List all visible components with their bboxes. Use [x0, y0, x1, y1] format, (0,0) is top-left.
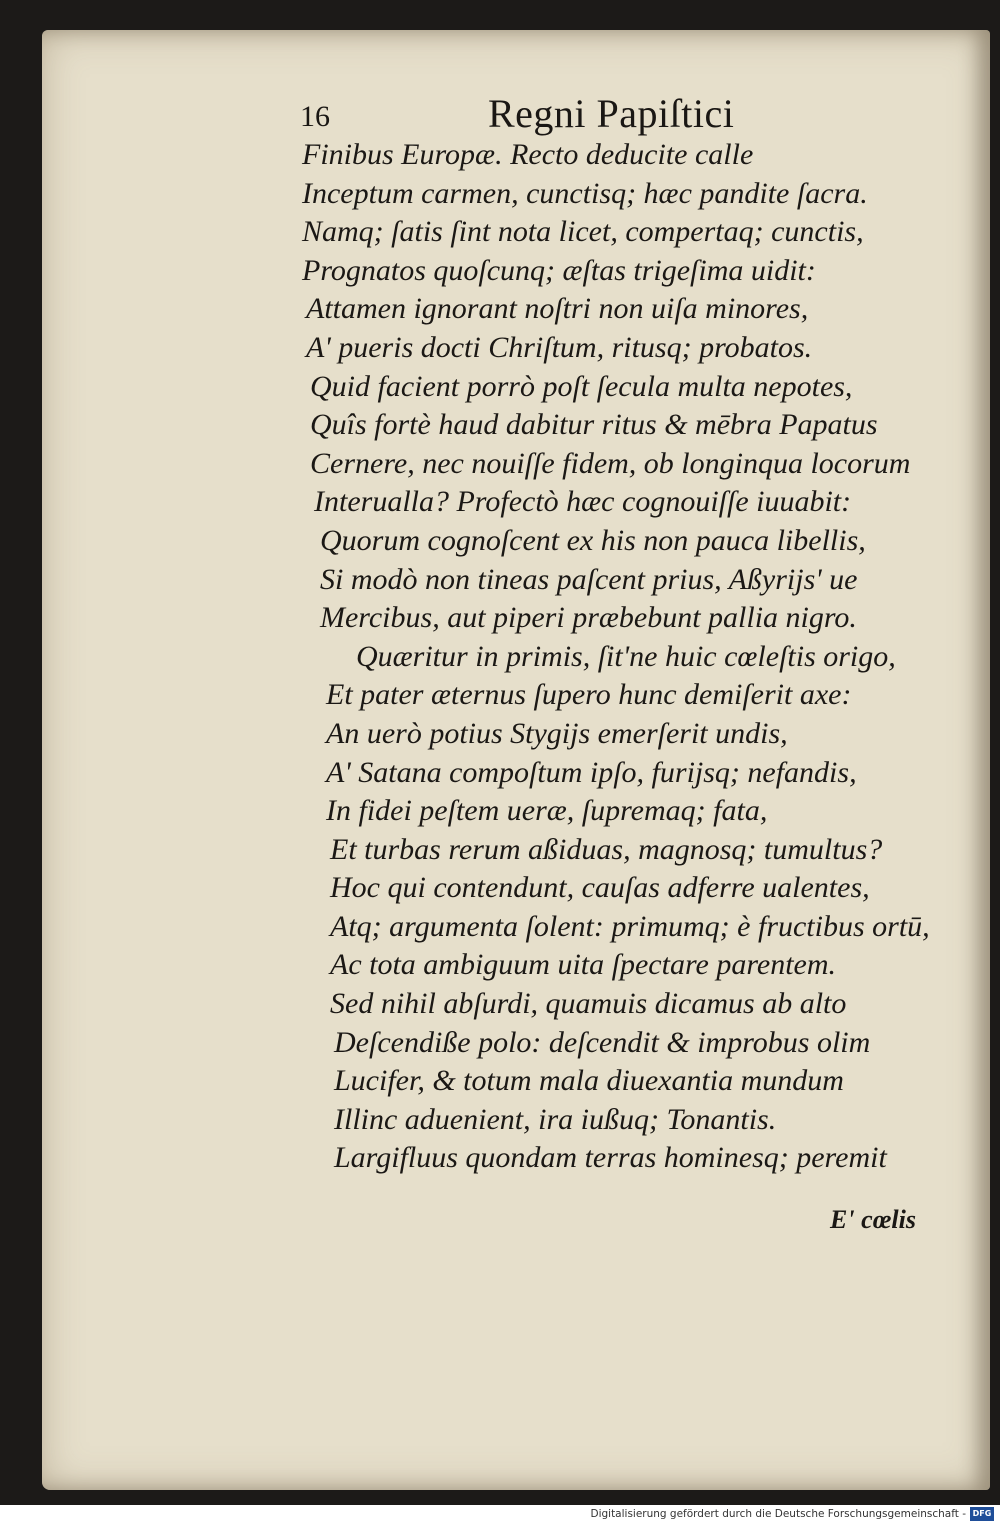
verse-line: Deſcendiße polo: deſcendit & improbus olim [334, 1025, 871, 1059]
verse-line: Finibus Europæ. Recto deducite calle [302, 138, 754, 171]
verse-line: Illinc aduenient, ira iußuq; Tonantis. [334, 1102, 777, 1136]
verse-line: Quid facient porrò poſt ſecula multa nepotes, [310, 369, 853, 403]
running-title: Regni Papiſtici [488, 91, 735, 136]
verse-line: Et pater æternus ſupero hunc demiſerit axe: [326, 678, 852, 712]
verse-line: Lucifer, & totum mala diuexantia mundum [334, 1064, 844, 1098]
verse-line: Interualla? Profectò hæc cognouiſſe iuuabit: [314, 485, 852, 519]
verse-line: Quorum cognoſcent ex his non pauca libellis, [320, 523, 866, 557]
verse-line: In fidei peſtem ueræ, ſupremaq; fata, [326, 794, 768, 828]
verse-line: Si modò non tineas paſcent prius, Aßyrijs' ue [320, 562, 858, 596]
verse-line: Inceptum carmen, cunctisq; hæc pandite ſacra. [302, 176, 868, 210]
verse-line: Mercibus, aut piperi præbebunt pallia nigro. [320, 601, 857, 635]
verse-line: Ac tota ambiguum uita ſpectare parentem. [330, 948, 837, 982]
verse-line: Sed nihil abſurdi, quamuis dicamus ab alto [330, 987, 847, 1021]
verse-line: Attamen ignorant noſtri non uiſa minores, [306, 292, 809, 326]
verse-line: Et turbas rerum aßiduas, magnosq; tumultus? [330, 832, 883, 866]
verse-line: A' pueris docti Chriſtum, ritusq; probatos. [306, 330, 813, 364]
page-header [300, 90, 780, 140]
verse-text [302, 136, 962, 1178]
dfg-logo: DFG [970, 1507, 994, 1521]
verse-line: Quîs fortè haud dabitur ritus & mēbra Papatus [310, 408, 878, 442]
verse-line: Largifluus quondam terras hominesq; peremit [334, 1141, 887, 1175]
verse-line: A' Satana compoſtum ipſo, furijsq; nefandis, [326, 755, 857, 789]
digitization-credit: Digitalisierung gefördert durch die Deutsche Forschungsgemeinschaft - [590, 1508, 966, 1520]
verse-line: Atq; argumenta ſolent: primumq; è fructibus ortū, [330, 909, 930, 943]
verse-line-indented: Quæritur in primis, ſit'ne huic cœleſtis origo, [356, 639, 896, 673]
verse-line: Cernere, nec nouiſſe fidem, ob longinqua locorum [310, 446, 911, 480]
page-number: 16 [300, 100, 330, 133]
verse-line: An uerò potius Stygijs emerſerit undis, [326, 716, 788, 750]
verse-line: Namq; ſatis ſint nota licet, compertaq; cunctis, [302, 215, 864, 249]
catchword: E' cœlis [830, 1205, 916, 1234]
verse-line: Prognatos quoſcunq; æſtas trigeſima uidit: [302, 253, 816, 287]
verse-line: Hoc qui contendunt, cauſas adferre ualentes, [330, 871, 870, 905]
